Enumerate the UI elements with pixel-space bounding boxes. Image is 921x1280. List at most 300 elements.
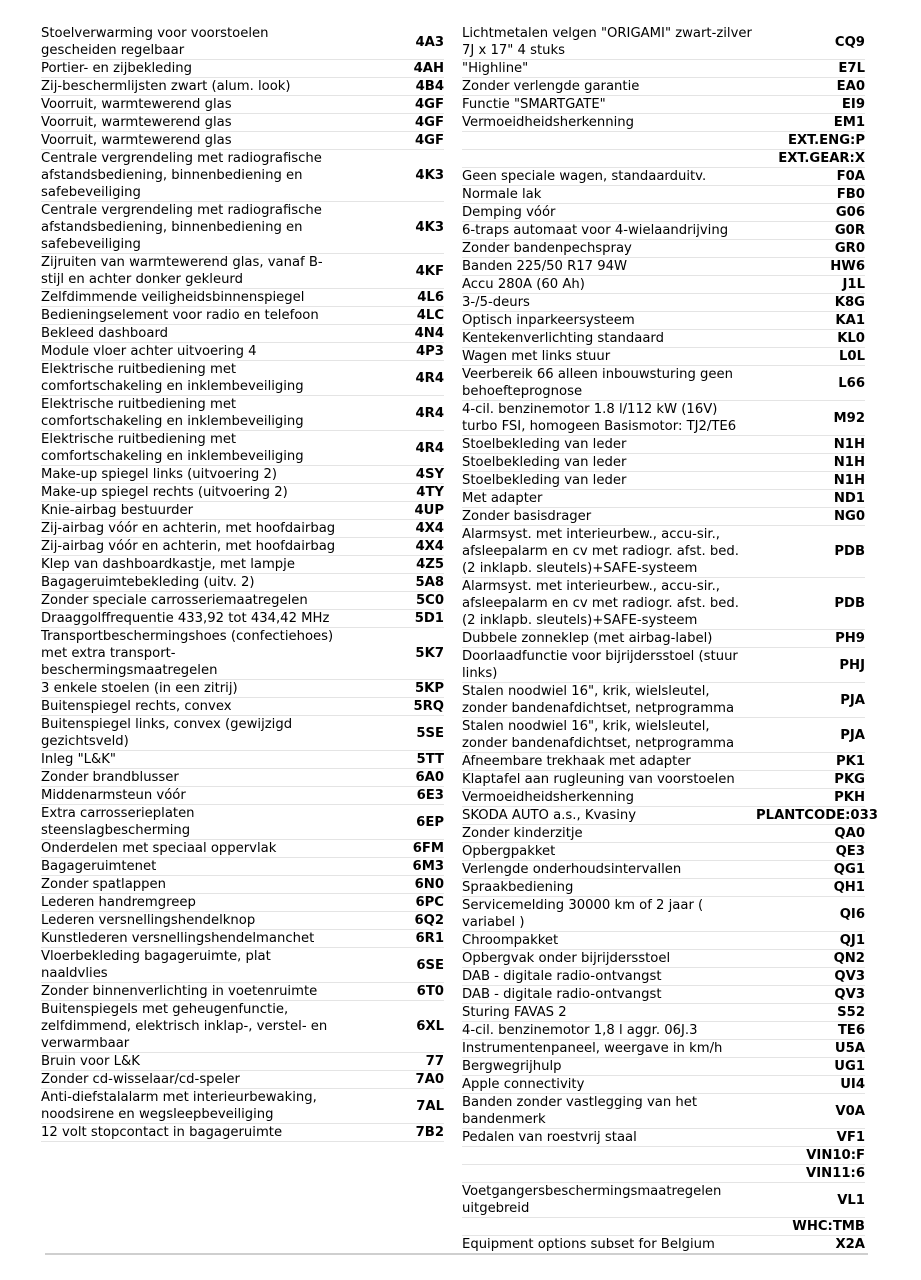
option-description: Bergwegrijhulp [462, 1058, 756, 1076]
option-description: Zij-beschermlijsten zwart (alum. look) [41, 78, 345, 96]
option-row [41, 1124, 444, 1142]
option-description: Stalen noodwiel 16", krik, wielsleutel, zonder bandenafdichtset, netprogramma [462, 683, 756, 718]
option-description: Make-up spiegel links (uitvoering 2) [41, 466, 345, 484]
option-row [41, 202, 444, 254]
option-row [41, 96, 444, 114]
option-code: 4UP [345, 502, 444, 520]
option-row [41, 556, 444, 574]
option-row [41, 840, 444, 858]
option-row [41, 1053, 444, 1071]
option-row [41, 484, 444, 502]
option-row [462, 78, 865, 96]
option-code: 4GF [345, 132, 444, 150]
option-description: Lederen handremgreep [41, 894, 345, 912]
option-row [41, 680, 444, 698]
option-code: UI4 [756, 1076, 865, 1094]
option-description: Zonder bandenpechspray [462, 240, 756, 258]
option-code: PK1 [756, 753, 865, 771]
option-description: Stoelverwarming voor voorstoelen gescheiden regelbaar [41, 25, 345, 60]
option-description: Klep van dashboardkastje, met lampje [41, 556, 345, 574]
option-row [41, 60, 444, 78]
option-description [462, 1218, 756, 1236]
option-description: Wagen met links stuur [462, 348, 756, 366]
option-description: Voorruit, warmtewerend glas [41, 114, 345, 132]
option-row [462, 1129, 865, 1147]
option-row [41, 25, 444, 60]
option-row [41, 912, 444, 930]
option-code: G06 [756, 204, 865, 222]
option-description: DAB - digitale radio-ontvangst [462, 986, 756, 1004]
option-code: 5D1 [345, 610, 444, 628]
option-code: 6SE [345, 948, 444, 983]
option-description: Optisch inparkeersysteem [462, 312, 756, 330]
option-code: 7A0 [345, 1071, 444, 1089]
option-row [462, 683, 865, 718]
option-code: FB0 [756, 186, 865, 204]
option-row [462, 1165, 865, 1183]
option-row [462, 222, 865, 240]
option-row [462, 25, 865, 60]
option-description: Apple connectivity [462, 1076, 756, 1094]
option-row [462, 186, 865, 204]
option-code: 4GF [345, 114, 444, 132]
option-code: HW6 [756, 258, 865, 276]
option-code: 4SY [345, 466, 444, 484]
options-column-left [41, 25, 444, 1142]
option-description: Voetgangersbeschermingsmaatregelen uitgebreid [462, 1183, 756, 1218]
option-code: PDB [756, 526, 865, 578]
option-code: 4X4 [345, 538, 444, 556]
option-description: Doorlaadfunctie voor bijrijdersstoel (stuur links) [462, 648, 756, 683]
option-row [462, 789, 865, 807]
option-code: F0A [756, 168, 865, 186]
option-code: QI6 [756, 897, 865, 932]
option-description: Stalen noodwiel 16", krik, wielsleutel, zonder bandenafdichtset, netprogramma [462, 718, 756, 753]
option-code: K8G [756, 294, 865, 312]
option-description: Bedieningselement voor radio en telefoon [41, 307, 345, 325]
option-row [462, 630, 865, 648]
option-description: Buitenspiegel links, convex (gewijzigd gezichtsveld) [41, 716, 345, 751]
option-row [462, 472, 865, 490]
option-row [462, 771, 865, 789]
option-row [41, 610, 444, 628]
option-row [41, 876, 444, 894]
option-row [462, 401, 865, 436]
option-row [41, 343, 444, 361]
option-code: QN2 [756, 950, 865, 968]
option-row [462, 968, 865, 986]
option-row [462, 1040, 865, 1058]
options-table-left [41, 25, 444, 1142]
option-code: QE3 [756, 843, 865, 861]
option-description: Elektrische ruitbediening met comfortschakeling en inklembeveiliging [41, 361, 345, 396]
option-row [41, 307, 444, 325]
option-code: EXT.GEAR:X [756, 150, 865, 168]
option-row [41, 78, 444, 96]
option-code: PJA [756, 718, 865, 753]
option-row [462, 330, 865, 348]
option-description [462, 150, 756, 168]
option-code: QJ1 [756, 932, 865, 950]
option-description: Zonder kinderzitje [462, 825, 756, 843]
option-code: PHJ [756, 648, 865, 683]
option-code: 4A3 [345, 25, 444, 60]
option-row [41, 396, 444, 431]
option-description: Zelfdimmende veiligheidsbinnenspiegel [41, 289, 345, 307]
option-code: 77 [345, 1053, 444, 1071]
option-description: Accu 280A (60 Ah) [462, 276, 756, 294]
option-description: Stoelbekleding van leder [462, 454, 756, 472]
option-code: J1L [756, 276, 865, 294]
option-code: 6XL [345, 1001, 444, 1053]
option-description: Buitenspiegel rechts, convex [41, 698, 345, 716]
option-code: 4B4 [345, 78, 444, 96]
options-table-right [462, 25, 878, 1254]
option-description: Normale lak [462, 186, 756, 204]
option-code: VIN10:F [756, 1147, 865, 1165]
option-description: Opbergpakket [462, 843, 756, 861]
option-code: PKH [756, 789, 865, 807]
option-code: N1H [756, 472, 865, 490]
option-row [41, 114, 444, 132]
option-code: PJA [756, 683, 865, 718]
option-description: Zonder verlengde garantie [462, 78, 756, 96]
option-row [462, 526, 865, 578]
option-description: Bekleed dashboard [41, 325, 345, 343]
option-row [41, 325, 444, 343]
option-description: Buitenspiegels met geheugenfunctie, zelfdimmend, elektrisch inklap-, verstel- en verwarmbaar [41, 1001, 345, 1053]
option-description: Voorruit, warmtewerend glas [41, 132, 345, 150]
option-code: 4R4 [345, 396, 444, 431]
option-row [41, 1001, 444, 1053]
option-description: Extra carrosserieplaten steenslagbescherming [41, 805, 345, 840]
option-code: TE6 [756, 1022, 865, 1040]
option-code: 6A0 [345, 769, 444, 787]
option-code: 6E3 [345, 787, 444, 805]
option-description: Elektrische ruitbediening met comfortschakeling en inklembeveiliging [41, 431, 345, 466]
option-row [41, 769, 444, 787]
option-code: 4KF [345, 254, 444, 289]
option-description: Draaggolffrequentie 433,92 tot 434,42 MHz [41, 610, 345, 628]
option-row [41, 628, 444, 680]
option-code: 4AH [345, 60, 444, 78]
option-description: 3-/5-deurs [462, 294, 756, 312]
option-description: Vloerbekleding bagageruimte, plat naaldvlies [41, 948, 345, 983]
option-description [462, 132, 756, 150]
option-row [41, 983, 444, 1001]
option-row [462, 1147, 865, 1165]
option-code: CQ9 [756, 25, 865, 60]
option-description: Klaptafel aan rugleuning van voorstoelen [462, 771, 756, 789]
option-row [462, 436, 865, 454]
option-code: 4K3 [345, 202, 444, 254]
option-row [462, 490, 865, 508]
options-column-right [462, 25, 878, 1254]
option-row [41, 538, 444, 556]
option-row [462, 718, 865, 753]
option-description: Zijruiten van warmtewerend glas, vanaf B-stijl en achter donker gekleurd [41, 254, 345, 289]
footer-divider [45, 1253, 868, 1255]
option-code: 4GF [345, 96, 444, 114]
option-code: N1H [756, 436, 865, 454]
option-row [462, 150, 865, 168]
option-description: Portier- en zijbekleding [41, 60, 345, 78]
option-code: E7L [756, 60, 865, 78]
option-description: Lederen versnellingshendelknop [41, 912, 345, 930]
option-row [462, 861, 865, 879]
option-code: 6T0 [345, 983, 444, 1001]
option-description: Transportbeschermingshoes (confectiehoes) met extra transport-beschermingsmaatregelen [41, 628, 345, 680]
option-row [41, 520, 444, 538]
option-code: 4Z5 [345, 556, 444, 574]
option-description: Banden 225/50 R17 94W [462, 258, 756, 276]
option-row [462, 950, 865, 968]
option-code: EA0 [756, 78, 865, 96]
option-row [41, 466, 444, 484]
option-description: Zij-airbag vóór en achterin, met hoofdairbag [41, 538, 345, 556]
option-row [41, 431, 444, 466]
option-row [462, 1218, 865, 1236]
option-description: Vermoeidheidsherkenning [462, 789, 756, 807]
option-description: Lichtmetalen velgen "ORIGAMI" zwart-zilver 7J x 17" 4 stuks [462, 25, 756, 60]
option-description: Module vloer achter uitvoering 4 [41, 343, 345, 361]
option-code: 4N4 [345, 325, 444, 343]
option-code: 4R4 [345, 431, 444, 466]
option-code: 6M3 [345, 858, 444, 876]
option-row [462, 897, 865, 932]
option-code: 5TT [345, 751, 444, 769]
option-row [41, 254, 444, 289]
option-row [462, 825, 865, 843]
option-code: 6R1 [345, 930, 444, 948]
option-code: 6N0 [345, 876, 444, 894]
option-code: 4LC [345, 307, 444, 325]
option-row [462, 168, 865, 186]
option-code: L66 [756, 366, 865, 401]
option-row [462, 578, 865, 630]
option-description: Inleg "L&K" [41, 751, 345, 769]
option-code: KA1 [756, 312, 865, 330]
option-description: Knie-airbag bestuurder [41, 502, 345, 520]
option-code: 4X4 [345, 520, 444, 538]
option-row [41, 132, 444, 150]
option-code: VF1 [756, 1129, 865, 1147]
option-row [41, 858, 444, 876]
option-row [462, 258, 865, 276]
option-row [462, 648, 865, 683]
option-description: Zonder speciale carrosseriemaatregelen [41, 592, 345, 610]
option-row [462, 879, 865, 897]
option-row [462, 1236, 865, 1254]
option-code: N1H [756, 454, 865, 472]
option-description: Veerbereik 66 alleen inbouwsturing geen behoefteprognose [462, 366, 756, 401]
option-row [41, 1089, 444, 1124]
option-description: Elektrische ruitbediening met comfortschakeling en inklembeveiliging [41, 396, 345, 431]
option-description: DAB - digitale radio-ontvangst [462, 968, 756, 986]
option-code: EM1 [756, 114, 865, 132]
option-description: Stoelbekleding van leder [462, 472, 756, 490]
option-row [41, 361, 444, 396]
option-code: PKG [756, 771, 865, 789]
option-row [462, 348, 865, 366]
option-description: Anti-diefstalalarm met interieurbewaking, noodsirene en wegsleepbeveiliging [41, 1089, 345, 1124]
option-description: Geen speciale wagen, standaarduitv. [462, 168, 756, 186]
option-code: S52 [756, 1004, 865, 1022]
option-code: PDB [756, 578, 865, 630]
option-code: 4K3 [345, 150, 444, 202]
option-code: G0R [756, 222, 865, 240]
option-code: QA0 [756, 825, 865, 843]
option-description: Middenarmsteun vóór [41, 787, 345, 805]
option-code: 6FM [345, 840, 444, 858]
option-description [462, 1165, 756, 1183]
option-code: PLANTCODE:033 [756, 808, 878, 823]
option-description: Spraakbediening [462, 879, 756, 897]
option-description: Kentekenverlichting standaard [462, 330, 756, 348]
option-description: Chroompakket [462, 932, 756, 950]
option-row [462, 60, 865, 78]
option-code: QG1 [756, 861, 865, 879]
option-row [462, 1004, 865, 1022]
option-code: X2A [756, 1236, 865, 1254]
option-code: V0A [756, 1094, 865, 1129]
option-description: Zij-airbag vóór en achterin, met hoofdairbag [41, 520, 345, 538]
option-description: Banden zonder vastlegging van het bandenmerk [462, 1094, 756, 1129]
option-code: 5SE [345, 716, 444, 751]
option-row [41, 698, 444, 716]
option-description: Bagageruimtebekleding (uitv. 2) [41, 574, 345, 592]
option-description: Voorruit, warmtewerend glas [41, 96, 345, 114]
option-code: QV3 [756, 968, 865, 986]
option-row [462, 843, 865, 861]
option-row [41, 787, 444, 805]
option-description: Zonder spatlappen [41, 876, 345, 894]
option-row [41, 289, 444, 307]
option-description: 6-traps automaat voor 4-wielaandrijving [462, 222, 756, 240]
option-row [462, 204, 865, 222]
option-row [462, 1183, 865, 1218]
option-row [462, 1058, 865, 1076]
option-row [41, 894, 444, 912]
option-code: PH9 [756, 630, 865, 648]
option-description: Centrale vergrendeling met radiografische afstandsbediening, binnenbediening en safebeveiliging [41, 150, 345, 202]
option-row [41, 592, 444, 610]
option-code: 6PC [345, 894, 444, 912]
option-row [462, 276, 865, 294]
option-code: UG1 [756, 1058, 865, 1076]
option-description: 12 volt stopcontact in bagageruimte [41, 1124, 345, 1142]
option-description: Zonder basisdrager [462, 508, 756, 526]
option-description: "Highline" [462, 60, 756, 78]
option-code: GR0 [756, 240, 865, 258]
option-code: 5A8 [345, 574, 444, 592]
option-description: Demping vóór [462, 204, 756, 222]
option-description: 3 enkele stoelen (in een zitrij) [41, 680, 345, 698]
option-description: Kunstlederen versnellingshendelmanchet [41, 930, 345, 948]
option-description: Make-up spiegel rechts (uitvoering 2) [41, 484, 345, 502]
option-code: VIN11:6 [756, 1165, 865, 1183]
option-description: 4-cil. benzinemotor 1,8 l aggr. 06J.3 [462, 1022, 756, 1040]
option-description: Stoelbekleding van leder [462, 436, 756, 454]
option-code: 4L6 [345, 289, 444, 307]
option-description: Verlengde onderhoudsintervallen [462, 861, 756, 879]
option-code: 6EP [345, 805, 444, 840]
option-row [462, 132, 865, 150]
option-row [41, 574, 444, 592]
option-code: U5A [756, 1040, 865, 1058]
option-row [462, 294, 865, 312]
option-row [462, 1076, 865, 1094]
option-code: 4P3 [345, 343, 444, 361]
option-row [41, 502, 444, 520]
option-row [462, 1022, 865, 1040]
option-description: 4-cil. benzinemotor 1.8 l/112 kW (16V) turbo FSI, homogeen Basismotor: TJ2/TE6 [462, 401, 756, 436]
option-description [462, 1147, 756, 1165]
option-row [41, 948, 444, 983]
option-description: Zonder brandblusser [41, 769, 345, 787]
option-code: 4TY [345, 484, 444, 502]
option-description: Zonder binnenverlichting in voetenruimte [41, 983, 345, 1001]
option-row [462, 240, 865, 258]
option-code: 7B2 [345, 1124, 444, 1142]
option-code: WHC:TMB [756, 1218, 865, 1236]
option-code: 4R4 [345, 361, 444, 396]
option-code: 6Q2 [345, 912, 444, 930]
option-description: Pedalen van roestvrij staal [462, 1129, 756, 1147]
option-description: Afneembare trekhaak met adapter [462, 753, 756, 771]
option-row [462, 1094, 865, 1129]
option-row [462, 932, 865, 950]
option-row [41, 150, 444, 202]
option-code: NG0 [756, 508, 865, 526]
option-code: KL0 [756, 330, 865, 348]
option-code: ND1 [756, 490, 865, 508]
option-description: Opbergvak onder bijrijdersstoel [462, 950, 756, 968]
option-description: Equipment options subset for Belgium [462, 1236, 756, 1254]
option-row [462, 454, 865, 472]
option-row [41, 805, 444, 840]
option-row [41, 1071, 444, 1089]
option-code: 7AL [345, 1089, 444, 1124]
option-row [462, 312, 865, 330]
option-code: L0L [756, 348, 865, 366]
option-code: QV3 [756, 986, 865, 1004]
option-row [462, 96, 865, 114]
option-row [41, 716, 444, 751]
option-description: Alarmsyst. met interieurbew., accu-sir., afsleepalarm en cv met radiogr. afst. bed. (2 inklapb. sleutels)+SAFE-systeem [462, 526, 756, 578]
option-code: QH1 [756, 879, 865, 897]
option-row [462, 366, 865, 401]
option-description: Instrumentenpaneel, weergave in km/h [462, 1040, 756, 1058]
option-description: Alarmsyst. met interieurbew., accu-sir., afsleepalarm en cv met radiogr. afst. bed. (2 inklapb. sleutels)+SAFE-systeem [462, 578, 756, 630]
option-description: Centrale vergrendeling met radiografische afstandsbediening, binnenbediening en safebeveiliging [41, 202, 345, 254]
option-description: Onderdelen met speciaal oppervlak [41, 840, 345, 858]
option-description: Functie "SMARTGATE" [462, 96, 756, 114]
option-code: EXT.ENG:P [756, 132, 865, 150]
option-row [462, 508, 865, 526]
option-code: 5KP [345, 680, 444, 698]
option-code: 5K7 [345, 628, 444, 680]
option-description: Dubbele zonneklep (met airbag-label) [462, 630, 756, 648]
option-row [41, 751, 444, 769]
option-row [462, 807, 865, 825]
option-row [462, 114, 865, 132]
option-description: Servicemelding 30000 km of 2 jaar ( variabel ) [462, 897, 756, 932]
option-code: VL1 [756, 1183, 865, 1218]
option-description: SKODA AUTO a.s., Kvasiny [462, 807, 756, 825]
option-description: Bruin voor L&K [41, 1053, 345, 1071]
option-code: 5C0 [345, 592, 444, 610]
